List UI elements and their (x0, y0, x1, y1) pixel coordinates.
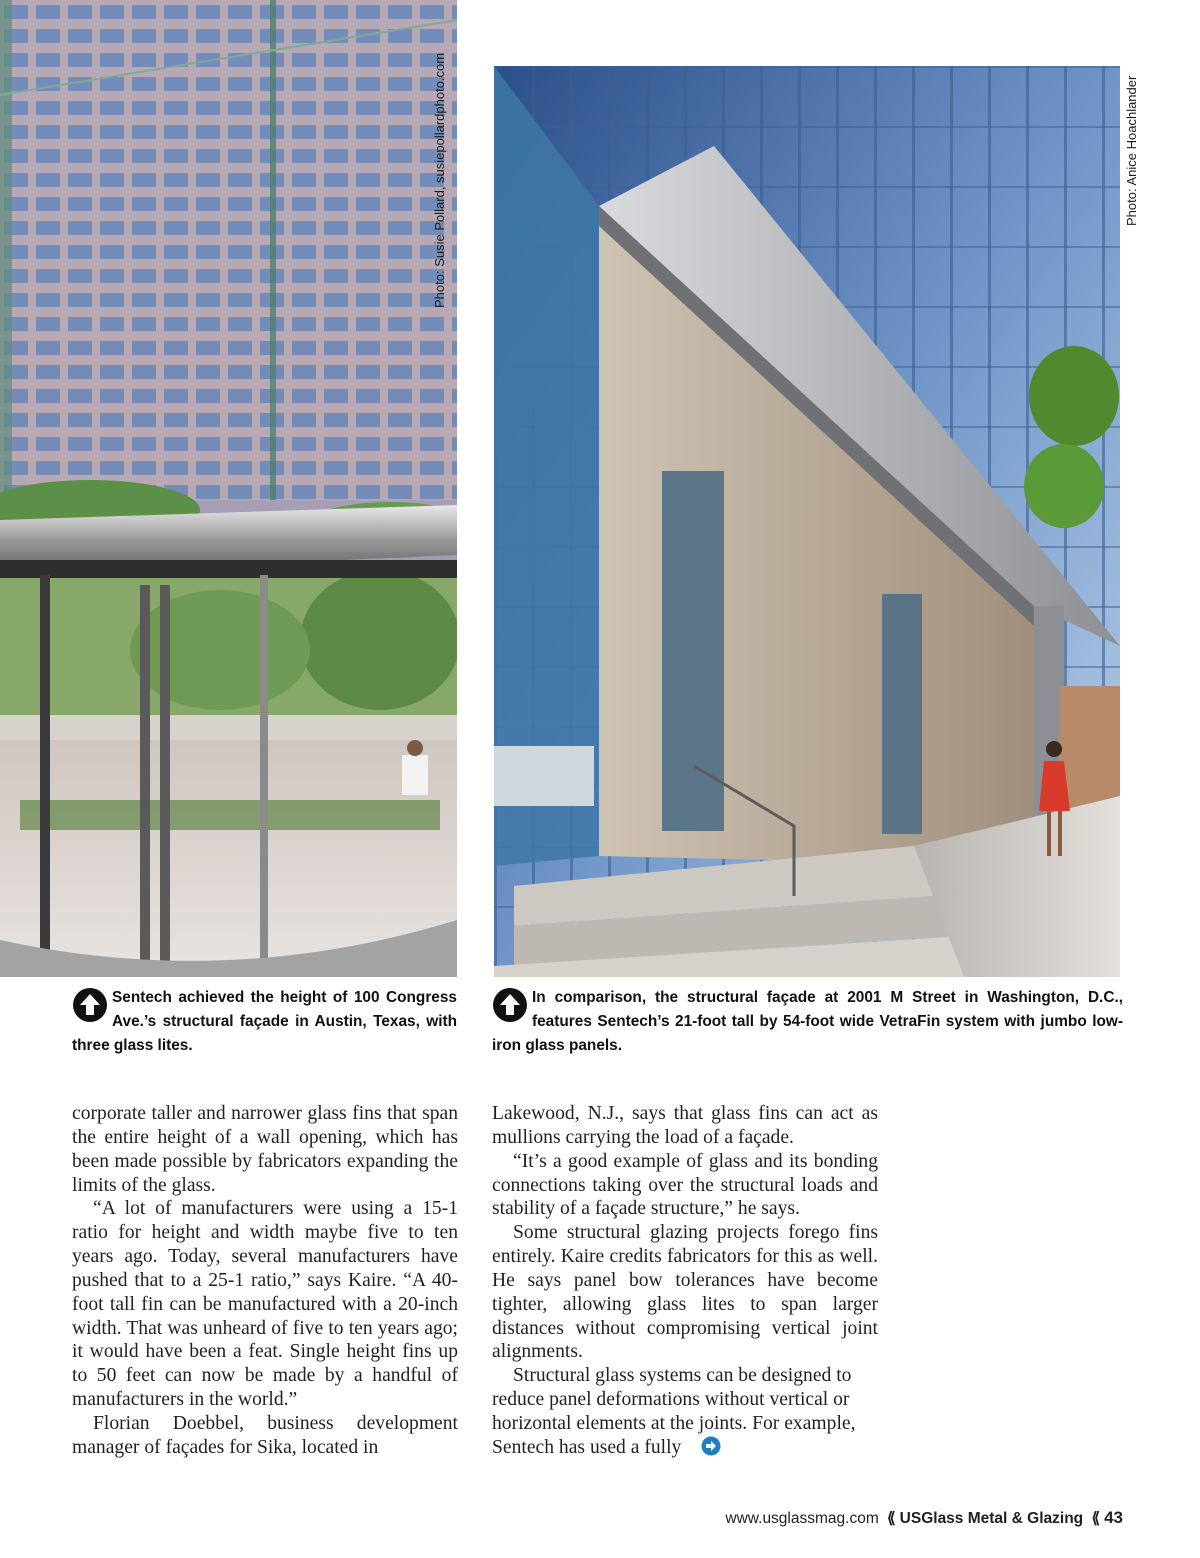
arrow-up-circle-icon (72, 987, 108, 1023)
article-column-1 (72, 1102, 458, 1460)
paragraph: Some structural glazing projects forego fins entirely. Kaire credits fabricators for this as well. He says panel bow tolerances have become tighter, allowing glass lites to span larger distances without compromising vertical joint alignments. (492, 1222, 878, 1363)
paragraph: “It’s a good example of glass and its bonding connections taking over the structural loads and stability of a façade structure,” he says. (492, 1150, 878, 1220)
paragraph: corporate taller and narrower glass fins that span the entire height of a wall opening, which has been made possible by fabricators expanding the limits of the glass. (72, 1103, 458, 1196)
paragraph: Florian Doebbel, business development manager of façades for Sika, located in (72, 1412, 458, 1458)
caption-right (492, 986, 1123, 1058)
article-column-2 (492, 1102, 878, 1460)
continue-arrow-icon[interactable] (701, 1436, 721, 1456)
paragraph: Structural glass systems can be designed to reduce panel deformations without vertical or horizontal elements at the joints. For example, Sentech has used a fully (492, 1365, 856, 1458)
caption-left (72, 986, 457, 1058)
photo-credit-right: Photo: Anice Hoachlander (1124, 75, 1139, 226)
footer-chevron: ⟪ (887, 1510, 896, 1527)
caption-right-text: In comparison, the structural façade at 2001 M Street in Washington, D.C., features Sentech’s 21-foot tall by 54-foot wide VetraFin system with jumbo low-iron glass panels. (492, 989, 1123, 1054)
paragraph: Lakewood, N.J., says that glass fins can act as mullions carrying the load of a façade. (492, 1103, 878, 1148)
paragraph-last (492, 1364, 878, 1459)
page-footer (725, 1508, 1123, 1528)
footer-magazine: USGlass Metal & Glazing (899, 1510, 1084, 1527)
page-number: 43 (1104, 1508, 1123, 1527)
photo-2001-m-street (494, 66, 1120, 977)
paragraph: “A lot of manufacturers were using a 15-1 ratio for height and width maybe five to ten years ago. Today, several manufacturers have pushed that to a 25-1 ratio,” says Kaire. “A 40-foot tall fin can be manufactured with a 20-inch width. That was unheard of five to ten years ago; it would have been a feat. Single height fins up to 50 feet can now be made by a handful of manufacturers in the world.” (72, 1198, 458, 1411)
photo-credit-left: Photo: Susie Pollard, susiepollardphoto.com (432, 52, 447, 308)
photo-congress-ave (0, 0, 457, 977)
caption-left-text: Sentech achieved the height of 100 Congress Ave.’s structural façade in Austin, Texas, with three glass lites. (72, 989, 457, 1054)
arrow-up-circle-icon (492, 987, 528, 1023)
footer-chevron: ⟪ (1091, 1510, 1101, 1527)
footer-url[interactable]: www.usglassmag.com (725, 1510, 879, 1527)
